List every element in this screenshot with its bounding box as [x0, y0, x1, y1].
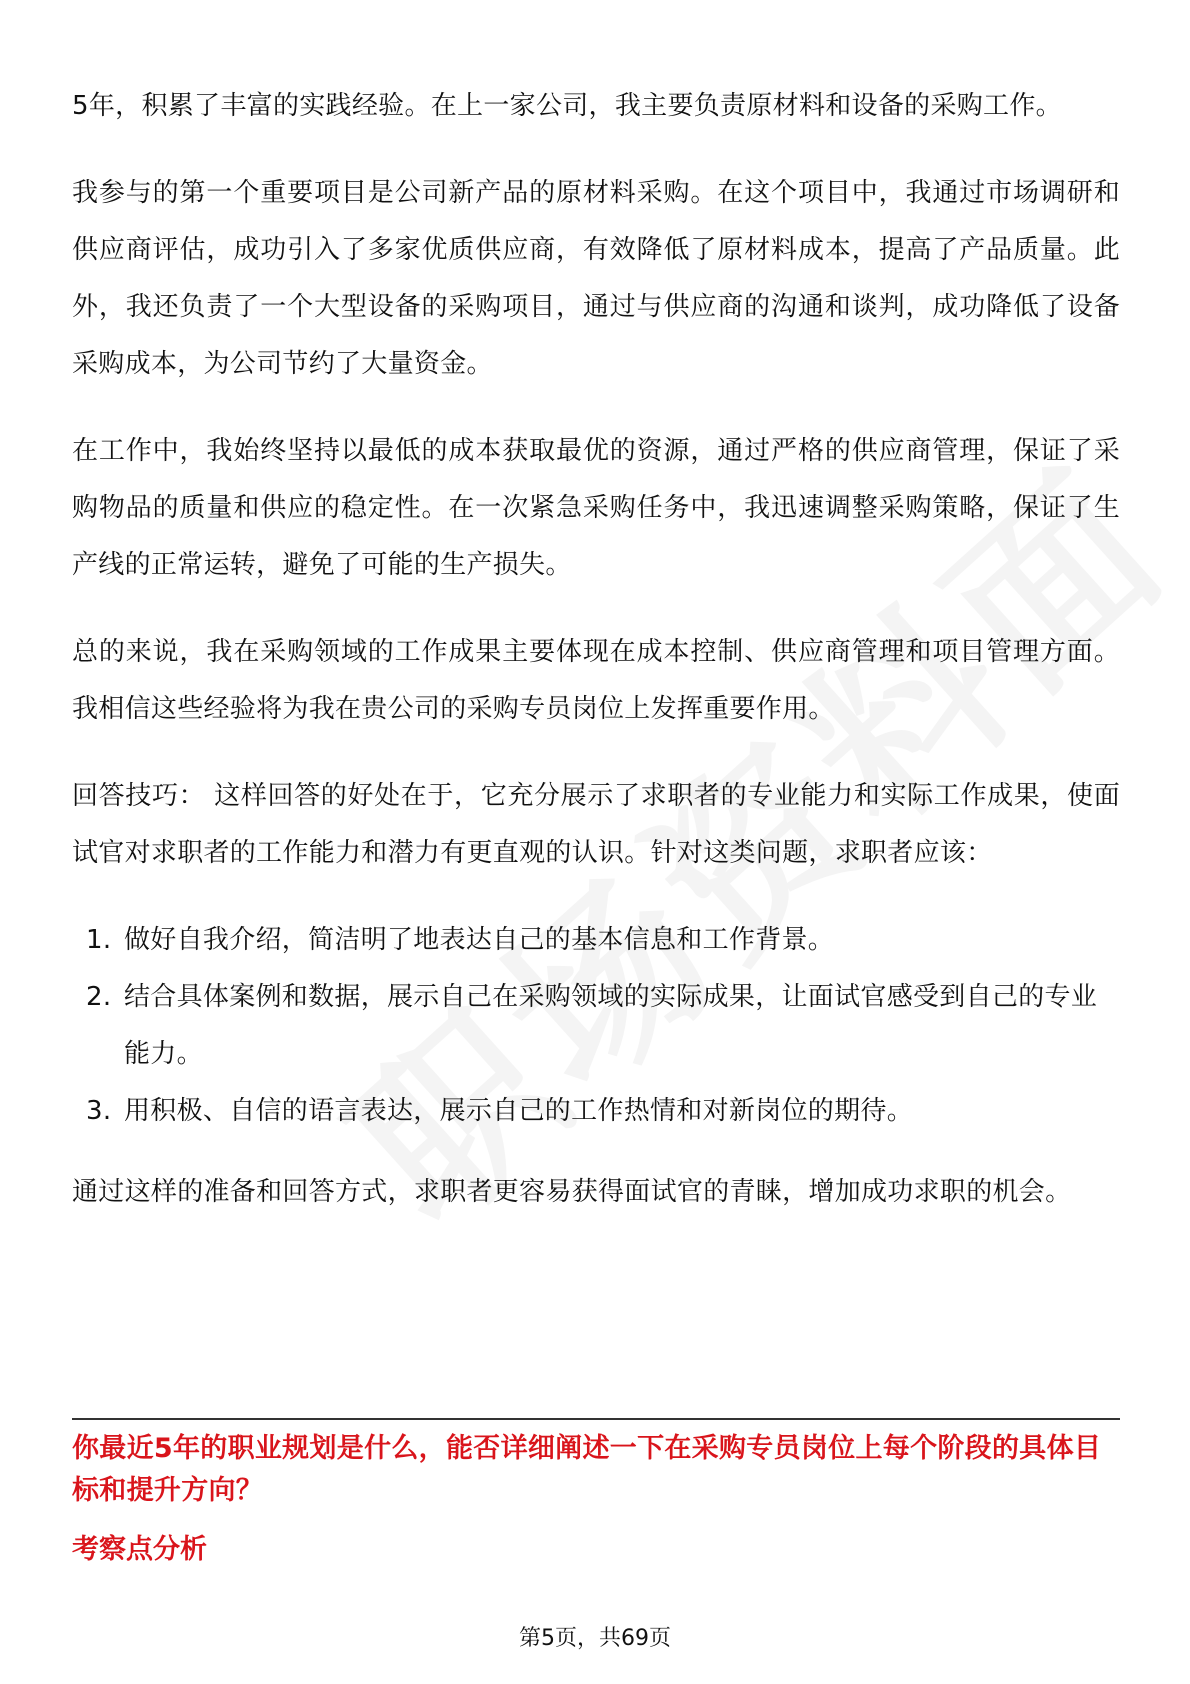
- list-item-text: 结合具体案例和数据，展示自己在采购领域的实际成果，让面试官感受到自己的专业能力。: [124, 982, 1098, 1069]
- list-item: [72, 969, 1120, 1083]
- list-item-number: 1.: [86, 925, 112, 955]
- paragraph-first-project: 我参与的第一个重要项目是公司新产品的原材料采购。在这个项目中，我通过市场调研和供应商评估，成功引入了多家优质供应商，有效降低了原材料成本，提高了产品质量。此外，我还负责了一个大型设备的采购项目，通过与供应商的沟通和谈判，成功降低了设备采购成本，为公司节约了大量资金。: [72, 178, 1120, 379]
- list-item-text: 做好自我介绍，简洁明了地表达自己的基本信息和工作背景。: [124, 925, 835, 955]
- paragraph-summary: 总的来说，我在采购领域的工作成果主要体现在成本控制、供应商管理和项目管理方面。我相信这些经验将为我在贵公司的采购专员岗位上发挥重要作用。: [72, 637, 1120, 724]
- paragraph-experience-intro: 5年，积累了丰富的实践经验。在上一家公司，我主要负责原材料和设备的采购工作。: [72, 91, 1062, 121]
- question-heading: 你最近5年的职业规划是什么，能否详细阐述一下在采购专员岗位上每个阶段的具体目标和提升方向？: [72, 1433, 1102, 1506]
- paragraph-work-principle: 在工作中，我始终坚持以最低的成本获取最优的资源，通过严格的供应商管理，保证了采购物品的质量和供应的稳定性。在一次紧急采购任务中，我迅速调整采购策略，保证了生产线的正常运转，避免了可能的生产损失。: [72, 436, 1120, 580]
- list-item: [72, 1083, 1120, 1140]
- list-item-text: 用积极、自信的语言表达，展示自己的工作热情和对新岗位的期待。: [124, 1096, 914, 1126]
- paragraph-answer-tips: 回答技巧： 这样回答的好处在于，它充分展示了求职者的专业能力和实际工作成果，使面试官对求职者的工作能力和潜力有更直观的认识。针对这类问题，求职者应该：: [72, 781, 1120, 868]
- list-item-number: 3.: [86, 1096, 112, 1126]
- section-divider: [72, 1418, 1120, 1420]
- list-item-number: 2.: [86, 982, 112, 1012]
- tips-list: [72, 912, 1120, 1140]
- analysis-heading: 考察点分析: [72, 1534, 207, 1565]
- list-item: [72, 912, 1120, 969]
- page-number: 第5页，共69页: [519, 1626, 671, 1651]
- page-body: [72, 22, 1120, 1251]
- paragraph-closing: 通过这样的准备和回答方式，求职者更容易获得面试官的青睐，增加成功求职的机会。: [72, 1177, 1072, 1207]
